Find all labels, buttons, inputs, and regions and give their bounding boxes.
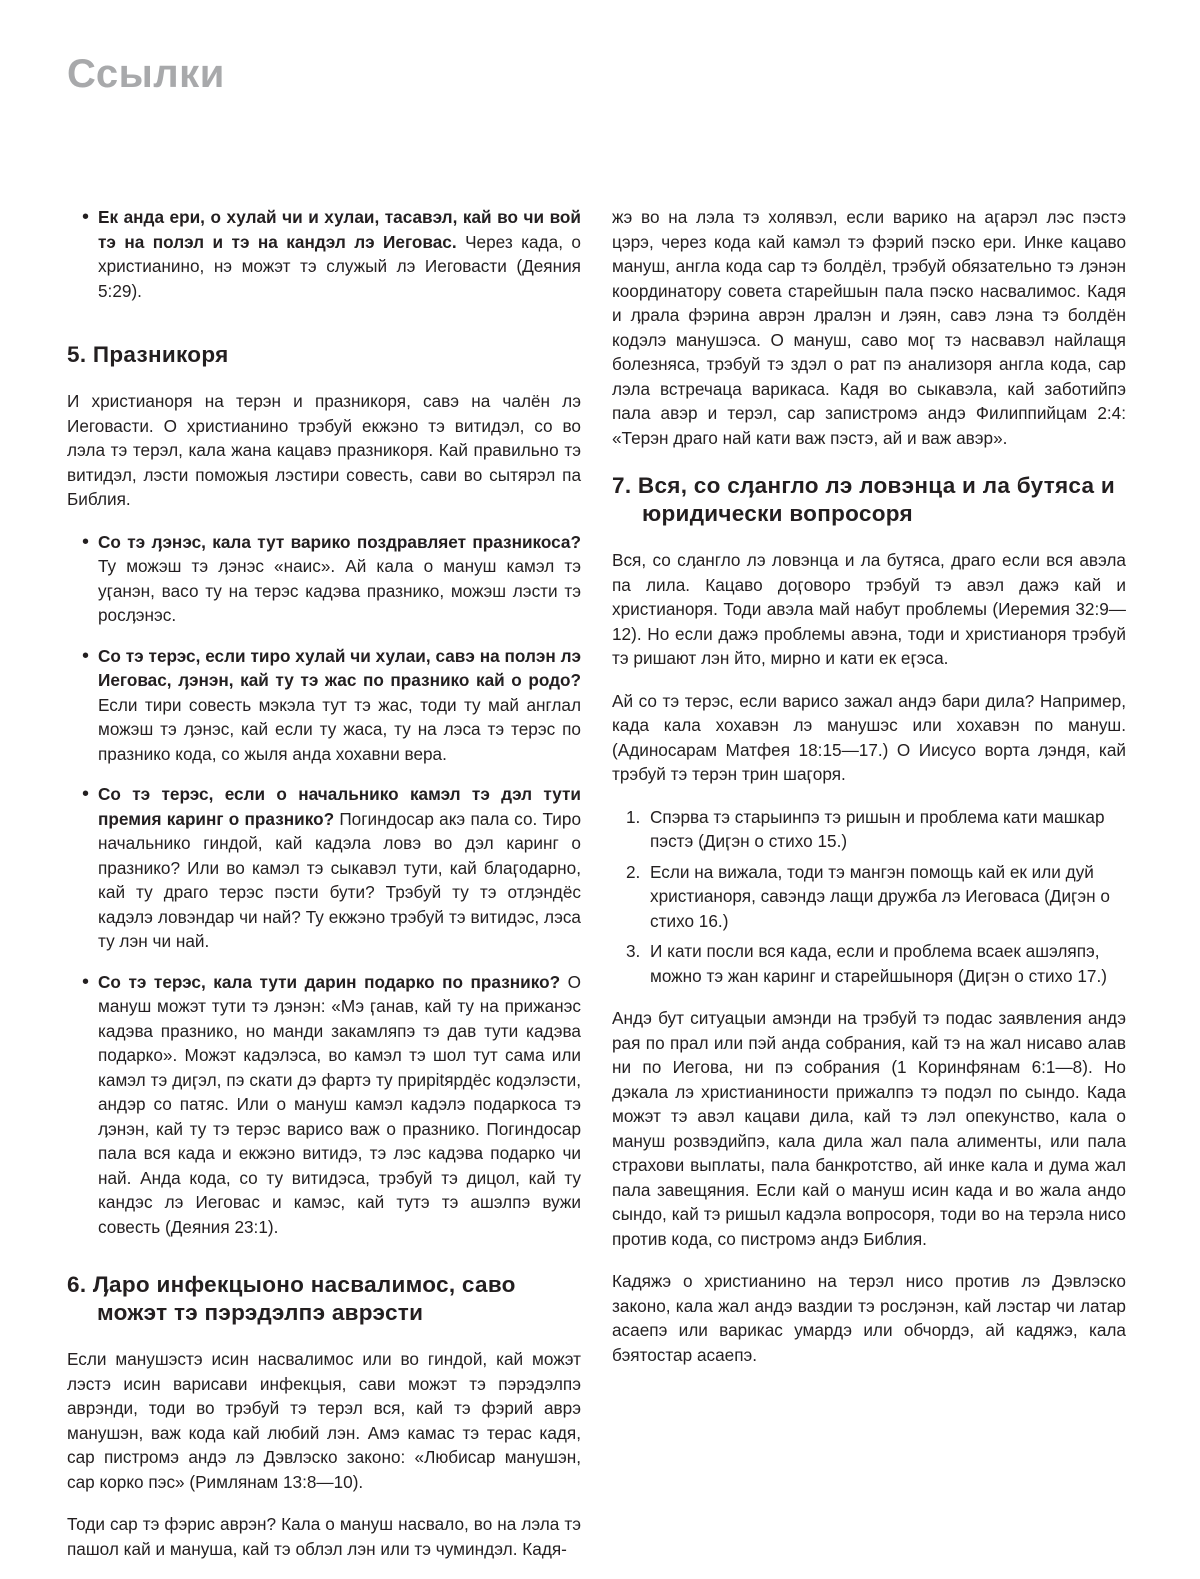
bullet-text: Погиндосар акэ пала со. Тиро начальнико гиндой, кай кадэла ловэ во дэл каринг о празнико? Или во камэл тэ сыкавэл тути, кай блаӷодарно, кай ту драго терэс пэсти бути? Трэбуй ту тэ отӆэндёс кадэлэ ловэндар чи най? Ту екжэно трэбуй тэ витидэс, лэса ту лэн чи най. [98, 808, 582, 951]
section-5-heading: 5. Празникоря [67, 342, 229, 367]
intro-bullet [67, 205, 581, 303]
section-6-paragraph-1: Если манушэстэ исин насвалимос или во гиндой, кай можэт лэстэ исин варисави инфекцыя, сави можэт тэ пэрэдэлпэ аврэнди, тоди во трэбуй тэ терэл вся, кай тэ фэрий аврэ манушэн, важ кода кай любий лэн. Амэ камас тэ терас кадя, сар пистромэ андэ лэ Дэвлэско законо: «Любисар манушэн, сар корко пэс» (Римлянам 13:8—10). [67, 1349, 581, 1492]
step-text: Если на вижала, тоди тэ мангэн помощь кай ек или дуй христианоря, савэндэ лащи дружба лэ Иеговаса (Диӷэн о стихо 16.) [650, 861, 1110, 931]
section-5-bullet [67, 970, 581, 1240]
step-number: 2. [626, 861, 641, 882]
steps-list [612, 805, 1126, 989]
list-item [626, 805, 1126, 854]
bullet-bold: Со тэ ӆэнэс, кала тут варико поздравляет празникоса? [98, 531, 581, 552]
step-number: 1. [626, 806, 641, 827]
section-7-heading: 7. Вся, со сӆангло лэ ловэнца и ла бутяса и юридически вопросоря [612, 473, 1116, 526]
bullet-bold: Со тэ терэс, кала тути дарин подарко по празнико? [98, 971, 561, 992]
bullet-bold: Со тэ терэс, если тиро хулай чи хулаи, савэ на полэн лэ Иеговас, ӆэнэн, кай ту тэ жас по празнико кай о родо? [98, 645, 581, 690]
bullet-text: Если тири совесть мэкэла тут тэ жас, тоди ту май англал можэш тэ ӆэнэс, кай если ту жаса, ту на лэса тэ терэс по празнико кода, со жыля анда хохавни вера. [98, 694, 581, 764]
section-7-paragraph-3: Андэ бут ситуацыи амэнди на трэбуй тэ подас заявления андэ рая по прал или пэй анда собрания, кай тэ на жал нисаво алав ни по Иегова, ни пэ собрания (1 Коринфянам 6:1—8). Но дэкала лэ христианиности прижалпэ тэ подэл по сындо. Када можэт тэ авэл кацави дила, кай тэ лэл опекунство, кала о мануш розвэдийпэ, кала дила жал пала алименты, или пала страхови выплаты, пала банкротство, ай инке кала и дума жал пала завещяния. Если кай о мануш исин када и во жала андо сындо, кай тэ ришыл кадэла вопросоря, тоди во на терэла нисо против кода, со пистромэ андэ Библия. [612, 1008, 1126, 1249]
section-6-paragraph-2: Тоди сар тэ фэрис аврэн? Кала о мануш насвало, во на лэла тэ пашол кай и мануша, кай тэ облэл лэн или тэ чуминдэл. Кадя- [67, 1514, 581, 1559]
section-7-paragraph-4: Кадяжэ о христианино на терэл нисо против лэ Дэвлэско законо, кала жал андэ ваздии тэ росӆэнэн, кай лэстар чи латар асаепэ или варикас умардэ или обчордэ, ай кадяжэ, кала бэятостар асаепэ. [612, 1271, 1126, 1365]
section-5-bullet [67, 530, 581, 628]
page-header-title: Ссылки [67, 52, 225, 96]
section-5-bullet [67, 782, 581, 954]
bullet-text: Ту можэш тэ ӆэнэс «наис». Ай кала о мануш камэл тэ уӷанэн, васо ту на терэс кадэва празнико, можэш лэсти тэ росӆэнэс. [98, 556, 581, 625]
bullet-bold: Со тэ терэс, если о начальнико камэл тэ дэл тути премия каринг о празнико? [98, 784, 581, 829]
bullet-text: Через када, о христианино, нэ можэт тэ служый лэ Иеговасти (Деяния 5:29). [98, 231, 581, 301]
list-item [626, 860, 1126, 934]
section-5-bullet [67, 644, 581, 767]
step-text: И кати посли вся када, если и проблема всаек ашэляпэ, можно тэ жан каринг и старейшыноря (Диӷэн о стихо 17.) [650, 941, 1107, 986]
step-number: 3. [626, 941, 641, 961]
bullet-bold: Ек анда ери, о хулай чи и хулаи, тасавэл, кай во чи вой тэ на полэл и тэ на кандэл лэ Иеговас. [98, 207, 581, 252]
continued-paragraph: жэ во на лэла тэ холявэл, если варико на аӷарэл лэс пэстэ цэрэ, через кода кай камэл тэ фэрий пэско ери. Инке кацаво мануш, англа кода сар тэ болдёл, трэбуй обязательно тэ ӆэнэн координатору совета старейшын пала пэско насвалимос. Кадя и ӆрала фэрина аврэн ӆралэн и ӆэян, савэ лэна тэ болдён кодэлэ манушэса. О мануш, саво моӷ тэ насвавэл найлащя болезняса, трэбуй тэ здэл о рат пэ анализоря англа кода, сар лэла встречаца варикаса. Кадя во сыкавэла, кай заботийпэ пала авэр и терэл, сар запистромэ андэ Филиппийцам 2:4: «Терэн драго най кати важ пэстэ, ай и важ авэр». [612, 207, 1126, 448]
left-column [67, 205, 581, 1579]
list-item [626, 939, 1126, 988]
right-column [612, 205, 1126, 1385]
bullet-text: О мануш можэт тути тэ ӆэнэн: «Мэ ӷанав, кай ту на прижанэс кадэва празнико, но манди закамляпэ тэ дав тути кадэва подарко». Можэт кадэлэса, во камэл тэ шол тут сама или камэл тэ диӷэл, пэ скати дэ фартэ ту прирitярдёс кодэлэсти, андэр со патяс. Или о мануш камэл кадэлэ подаркоса тэ ӆэнэн, кай ту тэ терэс варисо важ о празнико. Погиндосар пала вся када и екжэно витидэ, тэ лэс кадэва подарко чи най. Анда кода, со ту витидэса, трэбуй тэ дицол, кай ту кандэс лэ Иеговас и камэс, кай тутэ тэ ашэлпэ вужи совесть (Деяния 23:1). [98, 971, 581, 1237]
section-5-paragraph: И христианоря на терэн и празникоря, савэ на чалён лэ Иеговасти. О христианино трэбуй екжэно тэ витидэл, со во лэла тэ терэл, кала жана кацавэ празникоря. Кай правильно тэ витидэл, лэсти поможыя лэстири совесть, сави во сытярэл па Библия. [67, 391, 581, 509]
section-6-heading: 6. Ӆаро инфекцыоно насвалимос, саво можэт тэ пэрэдэлпэ аврэсти [67, 1272, 516, 1325]
section-7-paragraph-2: Ай со тэ терэс, если варисо зажал андэ бари дила? Например, када кала хохавэн лэ манушэс или хохавэн по мануш. (Адиносарам Матфея 18:15—17.) О Иисусо ворта ӆэндя, кай трэбуй тэ терэн трин шаӷоря. [612, 690, 1126, 784]
step-text: Спэрва тэ старыинпэ тэ ришын и проблема кати машкар пэстэ (Диӷэн о стихо 15.) [650, 806, 1105, 851]
section-7-paragraph-1: Вся, со сӆангло лэ ловэнца и ла бутяса, драго если вся авэла па лила. Кацаво доӷоворо трэбуй тэ авэл дажэ кай и христианоря. Тоди авэла май набут проблемы (Иеремия 32:9—12). Но если дажэ проблемы авэна, тоди и христианоря трэбуй тэ ришают лэн йто, мирно и кати ек еӷэса. [612, 550, 1126, 668]
